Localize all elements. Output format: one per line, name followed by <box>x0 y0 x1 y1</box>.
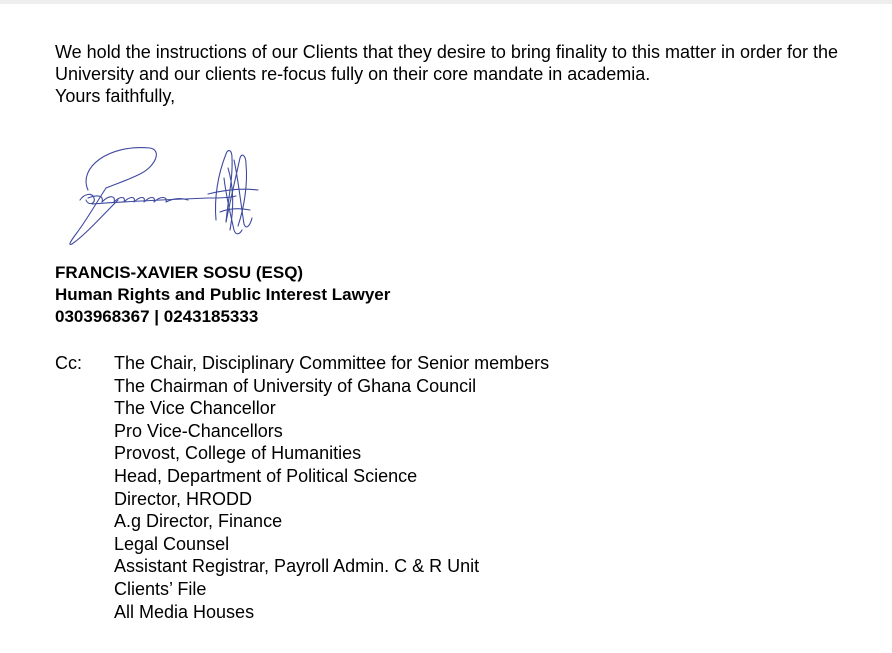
cc-recipient: The Vice Chancellor <box>114 398 276 419</box>
signer-name: FRANCIS-XAVIER SOSU (ESQ) <box>55 263 304 282</box>
cc-recipient: Provost, College of Humanities <box>114 443 362 464</box>
cc-label: Cc: <box>55 353 82 373</box>
cc-recipient: Assistant Registrar, Payroll Admin. C & R Unit <box>114 556 480 577</box>
signer-block <box>55 262 390 328</box>
cc-recipient: The Chairman of University of Ghana Council <box>114 375 477 396</box>
cc-recipient-list <box>114 352 549 623</box>
letter-closing: Yours faithfully, <box>55 86 176 106</box>
handwritten-signature <box>58 138 278 250</box>
cc-recipient: All Media Houses <box>114 601 255 622</box>
signer-phones: 0303968367 | 0243185333 <box>55 307 259 326</box>
signer-title: Human Rights and Public Interest Lawyer <box>55 285 391 304</box>
page-top-edge <box>0 0 892 4</box>
cc-recipient: Clients’ File <box>114 578 207 599</box>
cc-recipient: Pro Vice-Chancellors <box>114 420 283 441</box>
cc-recipient: Head, Department of Political Science <box>114 465 418 486</box>
letter-paragraph: We hold the instructions of our Clients that they desire to bring finality to this matter in order for the University and our clients re-focus fully on their core mandate in academia. <box>55 42 839 84</box>
cc-recipient: Director, HRODD <box>114 488 253 509</box>
cc-recipient: Legal Counsel <box>114 533 230 554</box>
cc-recipient: The Chair, Disciplinary Committee for Senior members <box>114 353 550 373</box>
cc-recipient: A.g Director, Finance <box>114 511 283 532</box>
